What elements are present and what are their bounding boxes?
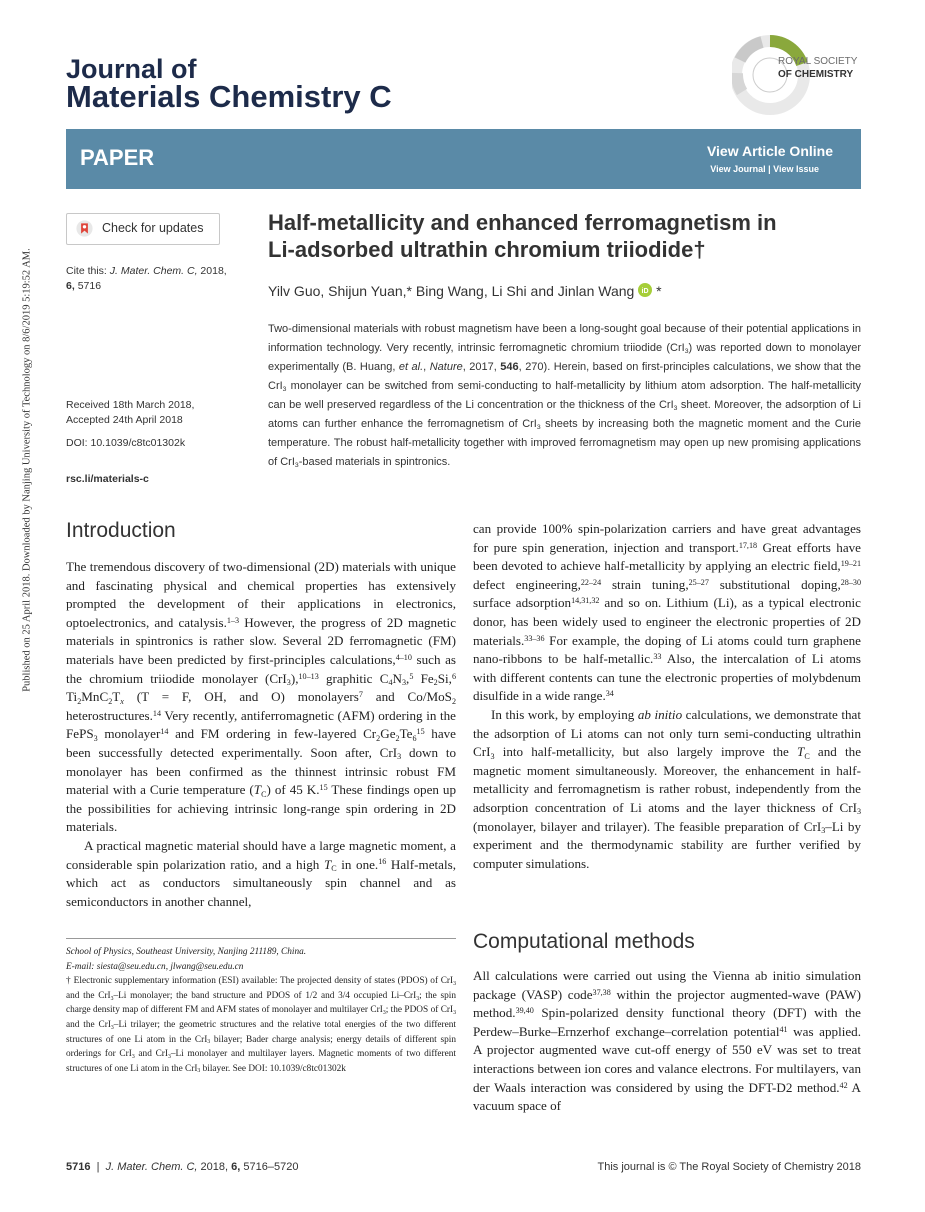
- article-title: Half-metallicity and enhanced ferromagnetism in Li-adsorbed ultrathin chromium triiodide†: [268, 210, 777, 262]
- logo-line2: OF CHEMISTRY: [778, 69, 854, 80]
- bookmark-icon: [76, 220, 93, 237]
- journal-link[interactable]: rsc.li/materials-c: [66, 473, 149, 485]
- svg-text:iD: iD: [641, 288, 649, 295]
- footer-citation: 5716 | J. Mater. Chem. C, 2018, 6, 5716–5720: [66, 1161, 299, 1173]
- rsc-logo[interactable]: [732, 28, 867, 123]
- publication-note: Published on 25 April 2018. Downloaded by Nanjing University of Technology on 8/6/2019 5:19:52 AM.: [21, 248, 33, 692]
- abstract: Two-dimensional materials with robust magnetism have been a long-sought goal because of their potential applications in information technology. Very recently, intrinsic ferromagnetic chromium triiodide (CrI$_3$) was reported down to monolayer experimentally (B. Huang, et al., Nature, 2017, 546, 270). Herein, based on first-principles calculations, we show that the CrI$_3$ monolayer can be switched from semi-conducting to half-metallicity by lithium atom adsorption. The half-metallicity can be well preserved regardless of the Li concentration or the thickness of the CrI$_3$ sheet. Moreover, the adsorption of Li atoms can further enhance the ferromagnetism of CrI$_3$ sheets by increasing both the magnetic moment and the Curie temperature. The robust half-metallicity together with improved ferromagnetism may open up new promising applications of CrI$_3$-based materials in spintronics.: [268, 323, 862, 470]
- article-type-banner: [66, 129, 861, 189]
- view-article-online-link[interactable]: View Article Online: [706, 143, 833, 159]
- footnote-divider: [66, 938, 456, 939]
- introduction-text-right: can provide 100% spin-polarization carriers and have great advantages for pure spin generation, injection and transport.$^{17,18}$ Great efforts have been devoted to achieve half-metallicity by applying an electric field,$^{19-21}$ defect engineering,$^{22-24}$ strain tuning,$^{25-27}$ substitutional doping,$^{28-30}$ surface adsorption$^{14,31,32}$ and so on. Lithium (Li), as a typical electronic donor, has been widely used to engineer the electronic properties of 2D materials.$^{33-36}$ For example, the doping of Li atoms could turn graphene nano-ribbons to be half-metallic.$^{33}$ Also, the intercalation of Li atoms with different contents can tune the electronic properties of molybdenum disulfide in a wide range.$^{34}$ In this work, by employing ab initio calculations, we demonstrate that the adsorption of Li atoms can not only turn semi-conducting ultrathin CrI$_3$ into half-metallicity, but also largely improve the $T_C$ and the magnetic moment simultaneously. Moreover, the enhancement in half-metallicity and ferromagnetism is rather robust, independently from the adsorption concentration of Li atoms and the layer thickness of CrI$_3$ (monolayer, bilayer and trilayer). The feasible preparation of CrI$_3$–Li by experiment and the thermodynamic stability are further verified by computer simulations.: [473, 521, 862, 871]
- journal-title-line1: Journal of: [66, 54, 197, 84]
- accepted-date: Accepted 24th April 2018: [66, 414, 183, 426]
- doi[interactable]: DOI: 10.1039/c8tc01302k: [66, 437, 186, 449]
- received-date: Received 18th March 2018,: [66, 399, 195, 411]
- rsc-logo-icon: [732, 28, 867, 123]
- logo-line1: ROYAL SOCIETY: [778, 56, 858, 67]
- introduction-heading: Introduction: [66, 519, 176, 542]
- check-for-updates-button[interactable]: [66, 213, 220, 245]
- orcid-icon[interactable]: [638, 283, 652, 297]
- view-journal-issue-links[interactable]: View Journal | View Issue: [710, 164, 819, 174]
- article-type-label: PAPER: [80, 145, 155, 170]
- introduction-text-left: The tremendous discovery of two-dimensional (2D) materials with unique and fascinating physical and chemical properties has extensively prompted the development of their applications in electronics, optoelectronics, and catalysis.$^{1-3}$ However, the progress of 2D magnetic materials in spintronics is rather slow. Several 2D ferromagnetic (FM) materials have been predicted by first-principles calculations,$^{4-10}$ such as the chromium triiodide monolayer (CrI$_3$),$^{10-13}$ graphitic $C_4N_3,^5$ $Fe_2Si,^6$ $Ti_2MnC_2T_x$ (T = F, OH, and O) monolayers$^7$ and Co/MoS$_2$ heterostructures.$^{14}$ Very recently, antiferromagnetic (AFM) ordering in the FePS$_3$ monolayer$^{14}$ and FM ordering in few-layered $Cr_2Ge_2Te_6^{15}$ have been successfully detected experimentally. Soon after, CrI$_3$ down to monolayer has been confirmed as the thinnest intrinsic robust FM material with a Curie temperature $(T_C)$ of 45 K.$^{15}$ These findings open up the possibilities for achieving intrinsic long-range spin ordering in 2D materials. A practical magnetic material should have a large magnetic moment, a considerable spin polarization ratio, and a high $T_C$ in one.$^{16}$ Half-metals, which act as conductors simultaneously spin channel and as semiconductors in another channel,: [66, 559, 457, 909]
- computational-methods-heading: Computational methods: [473, 930, 695, 953]
- journal-title-line2: Materials Chemistry C: [66, 79, 392, 114]
- footnotes: School of Physics, Southeast University, Nanjing 211189, China. E-mail: siesta@seu.edu.cn, jlwang@seu.edu.cn † Electronic supplementary information (ESI) available: The projected density of states (PDOS) of CrI$_3$ and the CrI$_3$–Li monolayer; the band structure and PDOS of 1/2 and 3/4 occupied Li–CrI$_3$; the spin charge density map of different FM and AFM states of monolayer and multilayer CrI$_3$; the PDOS of CrI$_3$ and the CrI$_3$–Li trilayer; the geometric structures and the relative total energies of the two different structures of one Li atom in the CrI$_3$ bilayer; Bader charge analysis; energy details of different spin orderings for CrI$_3$ and CrI$_3$–Li monolayer and multilayer layers. Magnetic moments of two different structures of one Li atom in the CrI$_3$ bilayer. See DOI: 10.1039/c8tc01302k: [66, 947, 456, 1075]
- methods-text: All calculations were carried out using the Vienna ab initio simulation package (VASP) code$^{37,38}$ within the projector augmented-wave (PAW) method.$^{39,40}$ Spin-polarized density functional theory (DFT) with the Perdew–Burke–Ernzerhof exchange–correlation potential$^{41}$ was applied. A projector augmented wave cut-off energy of 550 eV was set to treat interactions between ion cores and valance electrons. For multilayers, van der Waals interaction was considered by using the DFT-D2 method.$^{42}$ A vacuum space of: [473, 968, 861, 1114]
- citation-info: Cite this: J. Mater. Chem. C, 2018, 6, 5716: [66, 265, 227, 292]
- check-for-updates-label: Check for updates: [102, 221, 204, 235]
- footer-copyright: This journal is © The Royal Society of Chemistry 2018: [597, 1161, 861, 1173]
- author-list: Yilv Guo, Shijun Yuan,* Bing Wang, Li Shi and Jinlan Wang iD *: [268, 283, 662, 299]
